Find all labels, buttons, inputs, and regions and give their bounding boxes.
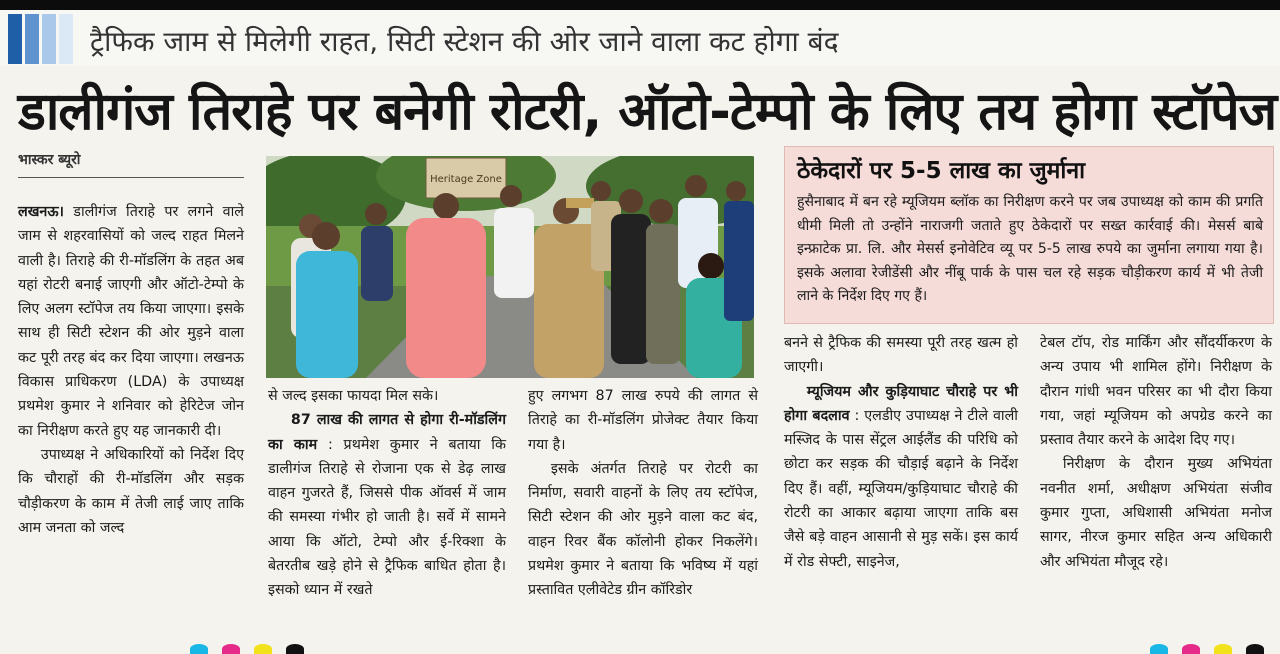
registration-marks-right [1150,644,1264,654]
sidebox-text: हुसैनाबाद में बन रहे म्यूजियम ब्लॉक का निरीक्षण करने पर जब उपाध्यक्ष को काम की प्रगति धीमी मिली तो उन्होंने नाराजगी जताते हुए ठेकेदारों पर सख्त कार्रवाई की। मेसर्स बाबे इन्फ्राटेक प्रा. लि. और मेसर्स इनोवेटिव व्यू पर 5-5 लाख रुपये का जुर्माना लगाया गया है। इसके अलावा रेजीडेंसी और नींबू पार्क के पास चल रहे सड़क चौड़ीकरण कार्य में भी तेजी लाने के निर्देश दिए गए हैं। [797,194,1263,304]
article-column-2 [268,384,506,603]
paragraph: म्यूजियम और कुड़ियाघाट चौराहे पर भी होगा बदलाव : एलडीए उपाध्यक्ष ने टीले वाली मस्जिद के पास सेंट्रल आईलैंड की परिधि को छोटा कर सड़क की चौड़ाई बढ़ाने के निर्देश दिए हैं। वहीं, म्यूजियम/कुड़ियाघाट चौराहे की रोटरी का आकार बढ़ाया जाएगा ताकि बस जैसे बड़े वाहन आसानी से मुड़ सकें। इस कार्य में रोड सेफ्टी, साइनेज, [784,383,1019,570]
paragraph: लखनऊ। डालीगंज तिराहे पर लगने वाले जाम से शहरवासियों को जल्द राहत मिलने वाली है। तिराहे की री-मॉडलिंग के तहत अब यहां रोटरी बनाई जाएगी और ऑटो-टेम्पो के लिए अलग स्टॉपेज तय किया जाएगा। इसके साथ ही सिटी स्टेशन की ओर मुड़ने वाला कट पूरी तरह बंद कर दिया जाएगा। लखनऊ विकास प्राधिकरण (LDA) के उपाध्यक्ष प्रथमेश कुमार ने शनिवार को हेरिटेज जोन का निरीक्षण करते हुए यह जानकारी दी। [18,204,244,439]
subheading: 87 लाख की लागत से होगा री-मॉडलिंग का काम [268,412,506,453]
article-column-4 [784,331,1018,574]
top-black-bar [0,0,1280,10]
paragraph: टेबल टॉप, रोड मार्किंग और सौंदर्यीकरण के अन्य उपाय भी शामिल होंगे। निरीक्षण के दौरान गांधी भवन परिसर का भी दौरा किया गया, जहां म्यूजियम को अपग्रेड करने का प्रस्ताव तैयार करने के आदेश दिए गए। [1040,335,1272,449]
registration-marks-left [190,644,304,654]
paragraph: निरीक्षण के दौरान मुख्य अभियंता नवनीत शर्मा, अधीक्षण अभियंता संजीव कुमार गुप्ता, अधिशासी अभियंता मनोज सागर, नीरज कुमार सहित अन्य अधिकारी और अभियंता मौजूद रहे। [1040,456,1272,570]
main-headline: डालीगंज तिराहे पर बनेगी रोटरी, ऑटो-टेम्पो के लिए तय होगा स्टॉपेज [18,82,1277,142]
paragraph: उपाध्यक्ष ने अधिकारियों को निर्देश दिए कि चौराहों की री-मॉडलिंग और सड़क चौड़ीकरण के काम में तेजी लाई जाए ताकि आम जनता को जल्द [18,446,244,536]
news-photo [266,156,754,378]
article-column-1 [18,200,244,540]
kicker-headline: ट्रैफिक जाम से मिलेगी राहत, सिटी स्टेशन की ओर जाने वाला कट होगा बंद [90,25,839,58]
kicker-row [0,10,1280,66]
kicker-color-bars [8,14,73,64]
byline: भास्कर ब्यूरो [18,150,244,178]
photo-banner-text: Heritage Zone [430,174,502,185]
penalty-sidebox [784,146,1274,324]
paragraph: 87 लाख की लागत से होगा री-मॉडलिंग का काम : प्रथमेश कुमार ने बताया कि डालीगंज तिराहे से रोजाना एक से डेढ़ लाख वाहन गुजरते हैं, जिससे पीक ऑवर्स में जाम की समस्या गंभीर हो जाती है। सर्वे में सामने आया कि ऑटो, टेम्पो और ई-रिक्शा के बेतरतीब खड़े होने से ट्रैफिक बाधित होता है। इसको ध्यान में रखते [268,412,506,599]
dateline: लखनऊ। [18,204,64,220]
subheading: म्यूजियम और कुड़ियाघाट चौराहे पर भी होगा बदलाव [784,383,1018,424]
paragraph: बनने से ट्रैफिक की समस्या पूरी तरह खत्म हो जाएगी। [784,335,1018,376]
inspection-photo-illustration [266,156,754,378]
article-column-3 [528,384,758,603]
paragraph: से जल्द इसका फायदा मिल सके। [268,388,439,404]
article-column-5 [1040,331,1272,574]
paragraph: हुए लगभग 87 लाख रुपये की लागत से तिराहे का री-मॉडलिंग प्रोजेक्ट तैयार किया गया है। [528,388,758,453]
sidebox-title: ठेकेदारों पर 5-5 लाख का जुर्माना [797,158,1086,184]
paragraph: इसके अंतर्गत तिराहे पर रोटरी का निर्माण, सवारी वाहनों के लिए तय स्टॉपेज, सिटी स्टेशन की ओर मुड़ने वाला कट बंद, वाहन रिवर बैंक कॉलोनी होकर निकलेंगे। प्रथमेश कुमार ने बताया कि भविष्य में यहां प्रस्तावित एलीवेटेड ग्रीन कॉरिडोर [528,460,758,599]
